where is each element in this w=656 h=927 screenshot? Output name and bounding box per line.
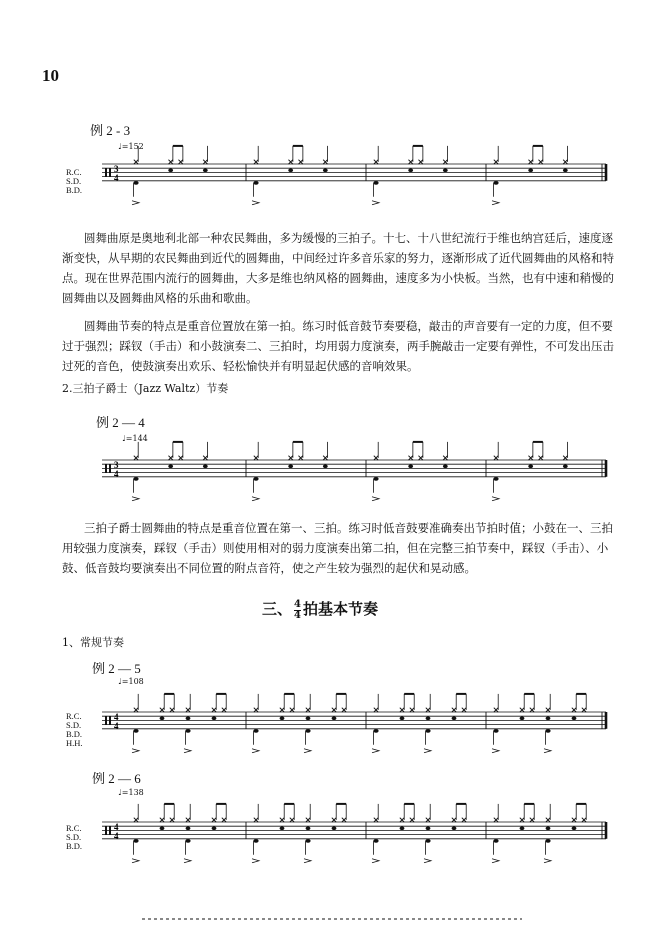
snare-note	[452, 827, 457, 831]
accent-mark	[372, 859, 379, 863]
section-heading: 三、 $\frac{4}{4}$ 拍基本节奏	[262, 598, 378, 621]
time-signature-top: 3	[114, 163, 119, 174]
accent-mark	[544, 859, 551, 863]
voice-labels: R.C. S.D. B.D.	[66, 823, 83, 851]
snare-note	[400, 827, 405, 831]
quarter-note-icon: ♩	[122, 434, 126, 443]
tempo-marking: ♩=138	[118, 788, 144, 797]
time-signature-bottom: 4	[114, 720, 119, 731]
percussion-clef-icon	[105, 826, 107, 834]
cymbal-note	[212, 818, 216, 822]
cymbal-note	[290, 818, 294, 822]
example-label: 例 2 — 5	[92, 661, 141, 676]
time-signature-top: 4	[114, 711, 119, 722]
tempo-marking: ♩=152	[118, 142, 144, 151]
accent-mark	[132, 859, 139, 863]
accent-mark	[184, 859, 191, 863]
percussion-clef-icon	[109, 826, 111, 834]
cymbal-note	[170, 818, 174, 822]
cymbal-note	[306, 818, 310, 822]
snare-note	[546, 827, 551, 831]
cymbal-note	[530, 818, 534, 822]
cymbal-note	[342, 818, 346, 822]
cymbal-note	[410, 818, 414, 822]
time-signature-top: 4	[114, 821, 119, 832]
bass-drum-note	[305, 839, 310, 843]
example-label: 例 2 — 4	[96, 415, 145, 430]
snare-note	[572, 827, 577, 831]
snare-note	[332, 827, 337, 831]
cymbal-note	[280, 818, 284, 822]
snare-note	[186, 827, 191, 831]
subheading-jazz-waltz: 2.三拍子爵士（Jazz Waltz）节奏	[62, 382, 229, 395]
bass-drum-note	[133, 839, 138, 843]
cymbal-note	[426, 818, 430, 822]
cymbal-note	[134, 818, 138, 822]
time-signature-bottom: 4	[114, 830, 119, 841]
paragraph-waltz-intro: 圆舞曲原是奥地利北部一种农民舞曲，多为缓慢的三拍子。十七、十八世纪流行于维也纳宫廷后，速度逐渐变快，从早期的农民舞曲到近代的圆舞曲，中间经过许多音乐家的努力，逐渐形成了近代圆舞曲的风格和特点。现在世界范围内流行的圆舞曲，大多是维也纳风格的圆舞曲，速度多为小快板。当然，也有中速和稍慢的圆舞曲以及圆舞曲风格的乐曲和歌曲。	[62, 231, 614, 305]
snare-note	[280, 827, 285, 831]
snare-note	[520, 827, 525, 831]
example-label: 例 2 — 6	[92, 771, 141, 786]
cymbal-note	[452, 818, 456, 822]
bass-drum-note	[185, 839, 190, 843]
cymbal-note	[494, 818, 498, 822]
accent-mark	[252, 859, 259, 863]
paragraph-waltz-rhythm: 圆舞曲节奏的特点是重音位置放在第一拍。练习时低音鼓节奏要稳，敲击的声音要有一定的力度，但不要过于强烈；踩钗（手击）和小鼓演奏二、三拍时，均用弱力度演奏，两手腕敲击一定要有弹性，不可发出压击过死的音色，使鼓演奏出欢乐、轻松愉快并有明显起伏感的音响效果。	[62, 319, 614, 373]
time-signature-bottom: 4	[114, 468, 119, 479]
bass-drum-note	[425, 839, 430, 843]
bass-drum-note	[493, 839, 498, 843]
tempo-marking: ♩=108	[118, 677, 144, 686]
paragraph-jazz-waltz: 三拍子爵士圆舞曲的特点是重音位置在第一、三拍。练习时低音鼓要准确奏出节拍时值；小鼓在一、三拍用较强力度演奏，踩钗（手击）则使用相对的弱力度演奏出第二拍，但在完整三拍节奏中，踩钗（手击）、小鼓、低音鼓均要演奏出不同位置的附点音符，使之产生较为强烈的起伏和晃动感。	[62, 521, 613, 575]
voice-labels: R.C. S.D. B.D.	[66, 167, 83, 195]
quarter-note-icon: ♩	[118, 142, 122, 151]
cymbal-note	[186, 818, 190, 822]
quarter-note-icon: ♩	[118, 788, 122, 797]
scan-artifact	[142, 918, 522, 920]
snare-note	[212, 827, 217, 831]
accent-mark	[304, 859, 311, 863]
bass-drum-note	[545, 839, 550, 843]
snare-note	[306, 827, 311, 831]
snare-note	[426, 827, 431, 831]
voice-labels: R.C. S.D. B.D. H.H.	[66, 711, 83, 748]
bass-drum-note	[373, 839, 378, 843]
subheading-regular-rhythm: 1、常规节奏	[62, 636, 124, 649]
bass-drum-note	[253, 839, 258, 843]
cymbal-note	[572, 818, 576, 822]
time-signature-bottom: 4	[114, 172, 119, 183]
cymbal-note	[374, 818, 378, 822]
cymbal-note	[520, 818, 524, 822]
cymbal-note	[400, 818, 404, 822]
time-signature-fraction: $\frac{4}{4}$	[294, 598, 301, 621]
cymbal-note	[546, 818, 550, 822]
cymbal-note	[254, 818, 258, 822]
time-signature-top: 3	[114, 459, 119, 470]
cymbal-note	[222, 818, 226, 822]
accent-mark	[492, 859, 499, 863]
example-label: 例 2 - 3	[90, 123, 131, 138]
tempo-marking: ♩=144	[122, 434, 148, 443]
page-number: 10	[42, 66, 59, 85]
cymbal-note	[332, 818, 336, 822]
cymbal-note	[160, 818, 164, 822]
quarter-note-icon: ♩	[118, 677, 122, 686]
cymbal-note	[462, 818, 466, 822]
accent-mark	[424, 859, 431, 863]
snare-note	[160, 827, 165, 831]
cymbal-note	[582, 818, 586, 822]
